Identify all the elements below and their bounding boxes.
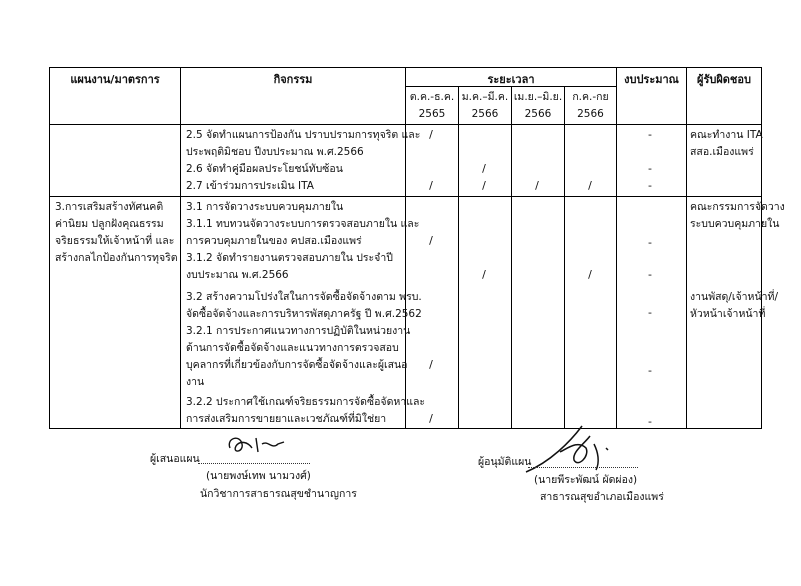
budget-dash: - bbox=[648, 179, 652, 192]
proposer-dotted-line bbox=[198, 463, 310, 464]
check-mark: / bbox=[429, 128, 433, 141]
owner-committee-line2: ระบบควบคุมภายใน bbox=[690, 218, 780, 230]
activity-2-6: 2.6 จัดทำคู่มือผลประโยชน์ทับซ้อน bbox=[186, 163, 343, 175]
activity-2-5-line2: ประพฤติมิชอบ ปีงบประมาณ พ.ศ.2566 bbox=[186, 146, 364, 158]
owner-procurement-line2: หัวหน้าเจ้าหน้าที่ bbox=[690, 308, 766, 320]
check-mark: / bbox=[429, 412, 433, 425]
check-mark: / bbox=[482, 162, 486, 175]
activity-line: การส่งเสริมการขายยาและเวชภัณฑ์ที่มิใช่ยา bbox=[186, 413, 387, 425]
header-activity: กิจกรรม bbox=[273, 73, 313, 86]
plan-3-line2: ค่านิยม ปลูกฝังคุณธรรม bbox=[55, 218, 164, 230]
budget-dash: - bbox=[648, 236, 652, 249]
period-q1: ต.ค.-ธ.ค. 2565 bbox=[409, 91, 455, 120]
proposer-name: (นายพงษ์เทพ นามวงศ์) bbox=[206, 470, 311, 482]
activity-line: 3.1.2 จัดทำรายงานตรวจสอบภายใน ประจำปี bbox=[186, 252, 393, 264]
header-owner: ผู้รับผิดชอบ bbox=[697, 73, 751, 86]
owner-ita: คณะทำงาน ITA bbox=[690, 129, 763, 141]
budget-dash: - bbox=[648, 415, 652, 428]
activity-line: จัดซื้อจัดจ้างและการบริหารพัสดุภาครัฐ ปี พ.ศ.2562 bbox=[186, 308, 422, 320]
plan-3-line4: สร้างกลไกป้องกันการทุจริต bbox=[55, 252, 178, 264]
check-mark: / bbox=[588, 179, 592, 192]
check-mark: / bbox=[535, 179, 539, 192]
plan-3-line3: จริยธรรมให้เจ้าหน้าที่ และ bbox=[55, 235, 175, 247]
budget-dash: - bbox=[648, 268, 652, 281]
activity-line: บุคลากรที่เกี่ยวข้องกับการจัดซื้อจัดจ้างและผู้เสนอ bbox=[186, 359, 408, 371]
owner-procurement-line1: งานพัสดุ/เจ้าหน้าที่/ bbox=[690, 291, 778, 303]
check-mark: / bbox=[429, 358, 433, 371]
header-budget: งบประมาณ bbox=[624, 73, 679, 86]
proposer-label: ผู้เสนอแผน bbox=[150, 453, 200, 465]
check-mark: / bbox=[429, 234, 433, 247]
plan-3-line1: 3.การเสริมสร้างทัศนคติ bbox=[55, 201, 164, 213]
activity-line: ด้านการจัดซื้อจัดจ้างและแนวทางการตรวจสอบ bbox=[186, 342, 399, 354]
period-q3: เม.ย.–มิ.ย. 2566 bbox=[513, 91, 563, 120]
activity-2-5-line1: 2.5 จัดทำแผนการป้องกัน ปราบปรามการทุจริต และ bbox=[186, 129, 421, 141]
check-mark: / bbox=[588, 268, 592, 281]
check-mark: / bbox=[482, 179, 486, 192]
check-mark: / bbox=[482, 268, 486, 281]
header-period: ระยะเวลา bbox=[487, 73, 535, 86]
activity-line: 3.1.1 ทบทวนจัดวางระบบการตรวจสอบภายใน และ bbox=[186, 218, 420, 230]
check-mark: / bbox=[429, 179, 433, 192]
approver-label: ผู้อนุมัติแผน bbox=[478, 456, 532, 468]
activity-line: 3.2 สร้างความโปร่งใสในการจัดซื้อจัดจ้างตาม พรบ. bbox=[186, 291, 422, 303]
proposer-signature bbox=[222, 430, 292, 460]
header-plan: แผนงาน/มาตรการ bbox=[70, 73, 160, 86]
budget-dash: - bbox=[648, 128, 652, 141]
owner-committee-line1: คณะกรรมการจัดวาง bbox=[690, 201, 785, 213]
period-q2: ม.ค.–มี.ค. 2566 bbox=[461, 91, 509, 120]
approver-title: สาธารณสุขอำเภอเมืองแพร่ bbox=[540, 491, 664, 503]
budget-dash: - bbox=[648, 364, 652, 377]
proposer-title: นักวิชาการสาธารณสุขชำนาญการ bbox=[200, 488, 357, 500]
activity-line: 3.2.2 ประกาศใช้เกณฑ์จริยธรรมการจัดซื้อจัดหาและ bbox=[186, 396, 426, 408]
activity-line: การควบคุมภายในของ คปสอ.เมืองแพร่ bbox=[186, 235, 362, 247]
activity-line: งาน bbox=[186, 376, 205, 388]
activity-line: งบประมาณ พ.ศ.2566 bbox=[186, 269, 289, 281]
budget-dash: - bbox=[648, 162, 652, 175]
owner-ssa: สสอ.เมืองแพร่ bbox=[690, 146, 754, 158]
activity-line: 3.2.1 การประกาศแนวทางการปฏิบัติในหน่วยงาน bbox=[186, 325, 411, 337]
activity-line: 3.1 การจัดวางระบบควบคุมภายใน bbox=[186, 201, 344, 213]
approver-dotted-line bbox=[528, 467, 638, 468]
activity-2-7: 2.7 เข้าร่วมการประเมิน ITA bbox=[186, 180, 314, 192]
period-q4: ก.ค.-กย 2566 bbox=[572, 91, 609, 120]
approver-name: (นายพีระพัฒน์ ผัดผ่อง) bbox=[534, 474, 638, 486]
budget-dash: - bbox=[648, 306, 652, 319]
